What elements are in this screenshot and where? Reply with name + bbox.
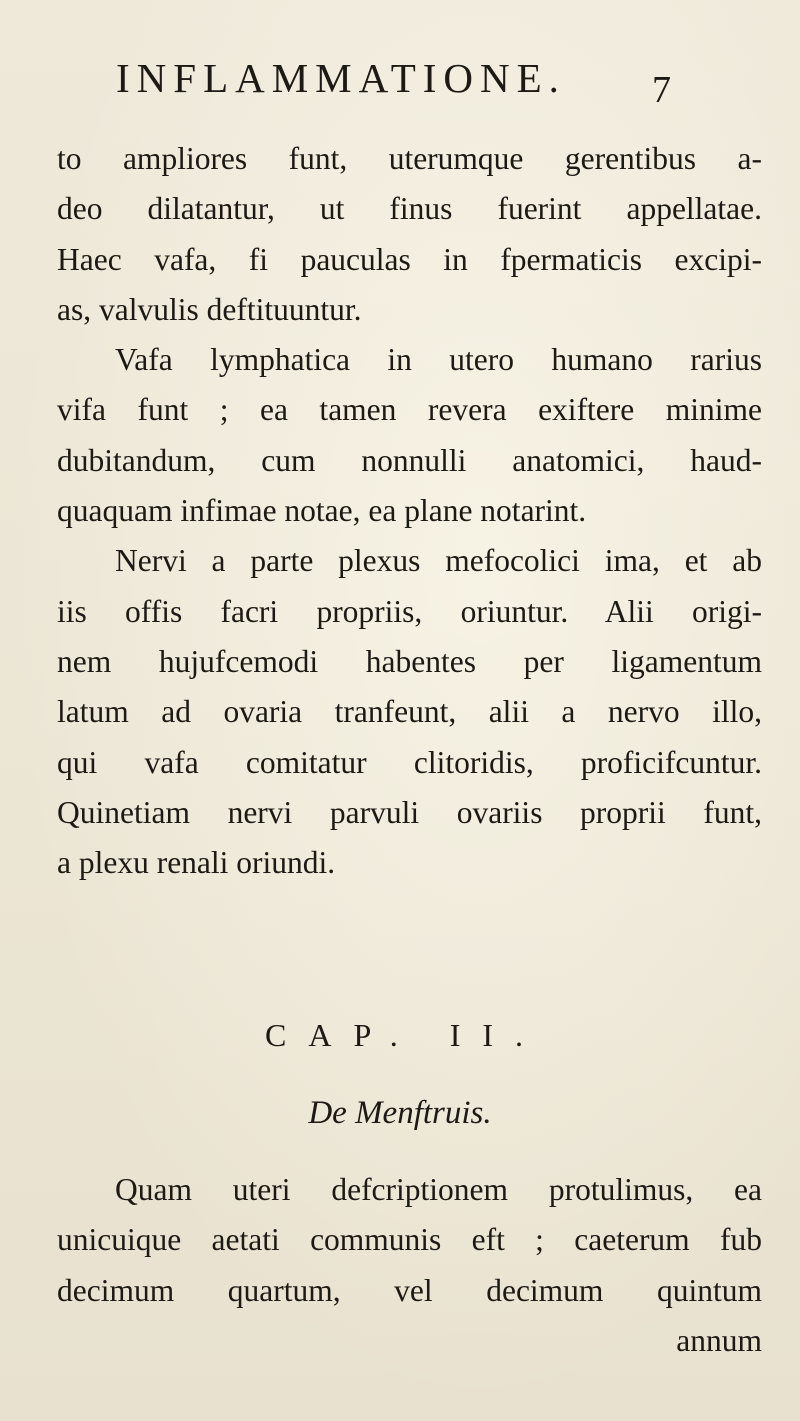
catchword: annum [676, 1322, 762, 1358]
text-line: nem hujufcemodi habentes per ligamentum [57, 643, 762, 679]
text-line: to ampliores funt, uterumque gerentibus a- [57, 141, 762, 176]
text-line: unicuique aetati communis eft ; caeterum fub [57, 1222, 762, 1258]
text-line: Vafa lymphatica in utero humano rarius [115, 342, 762, 378]
text-line: decimum quartum, vel decimum quintum [57, 1272, 762, 1308]
text-line: Quinetiam nervi parvuli ovariis proprii funt, [57, 794, 762, 830]
text-line: Nervi a parte plexus mefocolici ima, et ab [115, 543, 762, 579]
text-line: qui vafa comitatur clitoridis, proficifcuntur. [57, 744, 762, 780]
text-line: latum ad ovaria tranfeunt, alii a nervo illo, [57, 694, 762, 730]
chapter-subtitle: De Menftruis. [308, 1095, 492, 1131]
paragraph-block-menstruation [57, 1165, 762, 1366]
text-line: a plexu renali oriundi. [57, 845, 336, 881]
text-line: Haec vafa, fi pauculas in fpermaticis excipi- [57, 241, 762, 277]
text-line: deo dilatantur, ut finus fuerint appellatae. [57, 191, 762, 227]
text-line: dubitandum, cum nonnulli anatomici, haud- [57, 442, 762, 478]
text-line: quaquam infimae notae, ea plane notarint. [57, 493, 587, 529]
chapter-heading: CAP. II. [264, 1017, 545, 1053]
text-line: vifa funt ; ea tamen revera exiftere minime [57, 392, 762, 428]
page-number: 7 [652, 69, 671, 111]
running-head-title: INFLAMMATIONE. [116, 55, 566, 101]
paragraph-block-vessels-nerves [57, 134, 762, 888]
running-head [116, 48, 756, 111]
text-line: as, valvulis deftituuntur. [57, 291, 362, 327]
text-line: iis offis facri propriis, oriuntur. Alii origi- [57, 593, 762, 629]
text-line: Quam uteri defcriptionem protulimus, ea [115, 1172, 762, 1207]
